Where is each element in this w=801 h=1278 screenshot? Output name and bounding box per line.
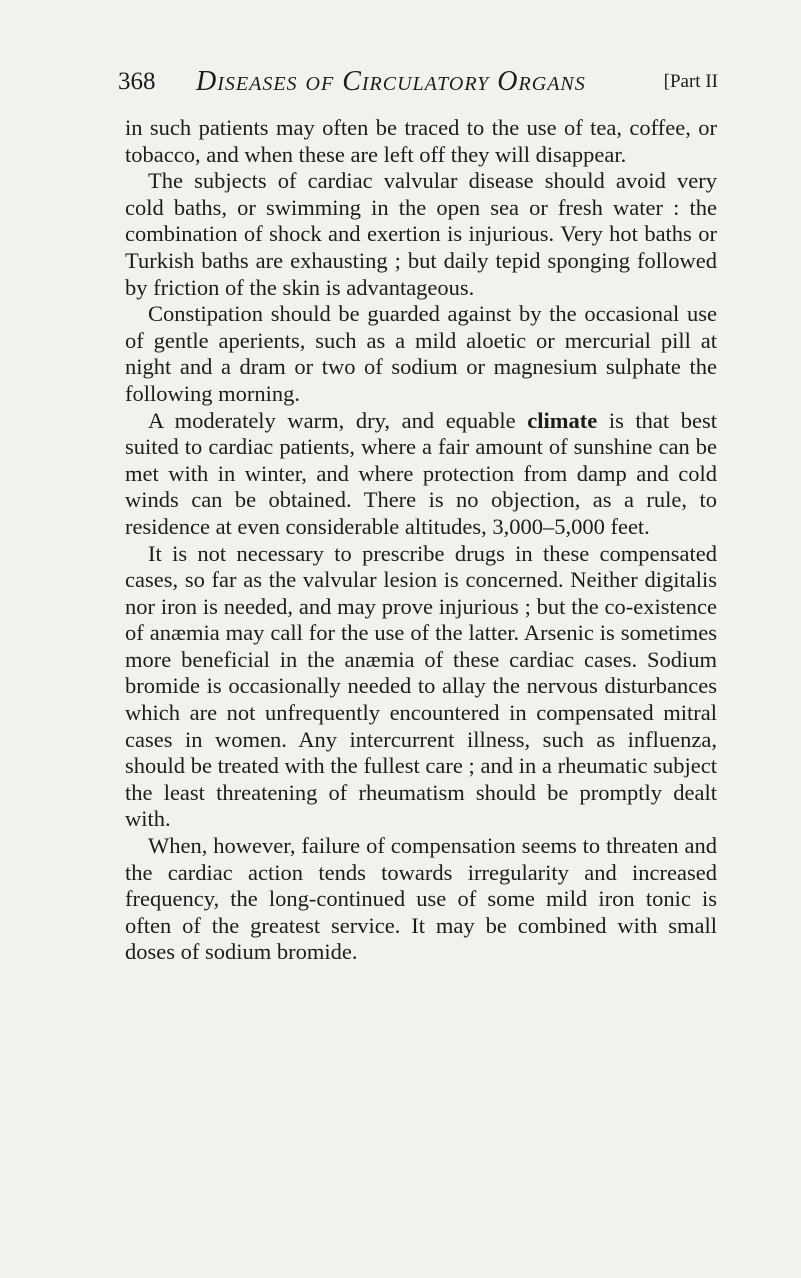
- paragraph-compensation-failure: When, however, failure of compensation seems to threaten and the cardiac action tends towards irregularity and increased frequency, the long-continued use of some mild iron tonic is often of the greatest service. It may be combined with small doses of sodium bromide.: [125, 833, 717, 965]
- part-label: [Part II: [663, 71, 718, 92]
- paragraph-constipation: Constipation should be guarded against by the occasional use of gentle aperients, such as a mild aloetic or mercurial pill at night and a dram or two of sodium or magnesium sulphate the following morning.: [125, 301, 717, 406]
- paragraph-drugs: It is not necessary to prescribe drugs in these compensated cases, so far as the valvular lesion is concerned. Neither digitalis nor iron is needed, and may prove injurious ; but the co-existence of anæmia may call for the use of the latter. Arsenic is sometimes more beneficial in the anæmia of these cardiac cases. Sodium bromide is occasionally needed to allay the nervous disturbances which are not unfrequently encountered in compensated mitral cases in women. Any intercurrent illness, such as influenza, should be treated with the fullest care ; and in a rheumatic subject the least threatening of rheumatism should be promptly dealt with.: [125, 540, 717, 832]
- paragraph-climate: [125, 408, 717, 541]
- keyword-climate: climate: [527, 407, 598, 433]
- running-title: Diseases of Circulatory Organs: [196, 66, 586, 97]
- body-text: [125, 115, 717, 966]
- page-number: 368: [118, 68, 156, 95]
- paragraph-baths: The subjects of cardiac valvular disease should avoid very cold baths, or swimming in the open sea or fresh water : the combination of shock and exertion is injurious. Very hot baths or Turkish baths are exhausting ; but daily tepid sponging followed by friction of the skin is advantageous.: [125, 168, 717, 300]
- climate-text-before: A moderately warm, dry, and equable: [148, 407, 528, 433]
- running-header: [118, 62, 718, 102]
- climate-text-after: is that best suited to cardiac patients, where a fair amount of sunshine can be met with in winter, and where protection from damp and cold winds can be obtained. There is no objection, as a rule, to residence at even considerable altitudes, 3,000–5,000 feet.: [125, 407, 717, 539]
- paragraph-continued: in such patients may often be traced to the use of tea, coffee, or tobacco, and when these are left off they will disappear.: [125, 115, 717, 167]
